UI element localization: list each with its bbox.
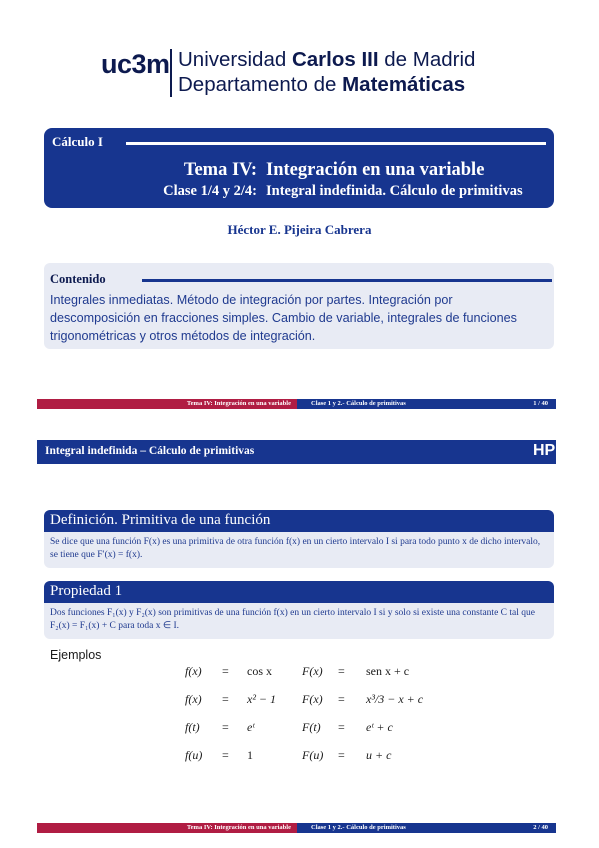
- contenido-body: Integrales inmediatas. Método de integración por partes. Integración por descomposición en fracciones simples. Cambio de variable, integrales de funciones trigonométricas y otros métodos de integración.: [50, 293, 517, 343]
- author-name: Héctor E. Pijeira Cabrera: [227, 222, 372, 237]
- example-2-fx: x² − 1: [247, 692, 277, 706]
- property-block-body: [44, 603, 554, 639]
- footer-topic: Tema IV: Integración en una variable: [186, 400, 291, 407]
- example-2-f: f(x): [185, 692, 202, 706]
- footer-topic: Tema IV: Integración en una variable: [186, 824, 291, 831]
- example-4-Fx: u + c: [366, 748, 392, 762]
- logo-university-prefix: Universidad: [178, 48, 292, 71]
- footer-lesson: Clase 1 y 2.- Cálculo de primitivas: [311, 824, 406, 831]
- example-3-equals2: =: [338, 720, 345, 734]
- uc3m-logo: uc3m: [101, 49, 170, 79]
- example-2-equals2: =: [338, 692, 345, 706]
- course-name: Cálculo I: [52, 134, 103, 149]
- footer-lesson: Clase 1 y 2.- Cálculo de primitivas: [311, 400, 406, 407]
- example-1-equals: =: [222, 664, 229, 678]
- example-4-equals: =: [222, 748, 229, 762]
- example-3-Fx: eᵗ + c: [366, 720, 393, 734]
- example-2-F: F(x): [302, 692, 323, 706]
- definition-text: Se dice que una función F(x) es una primitiva de otra función f(x) en un cierto intervalo I si para todo punto x de dicho intervalo, se tiene que F′(x) = f(x).: [50, 537, 541, 560]
- course-rule: [126, 142, 546, 145]
- property-title: Propiedad 1: [50, 583, 123, 599]
- clase-label: Clase 1/4 y 2/4:: [163, 183, 257, 199]
- slide2-header: [37, 440, 556, 464]
- example-4-f: f(u): [185, 748, 203, 762]
- title-block: [44, 128, 554, 208]
- property-block-header: [44, 581, 554, 603]
- tema-title: Integración en una variable: [266, 160, 485, 180]
- logo-department-prefix: Departamento de: [178, 73, 343, 96]
- example-3-fx: eᵗ: [247, 720, 255, 734]
- example-2-equals: =: [222, 692, 229, 706]
- definition-block-body: [44, 532, 554, 568]
- logo-university-name: [178, 49, 475, 71]
- example-3-F: F(t): [302, 720, 321, 734]
- tema-label: Tema IV:: [183, 160, 257, 180]
- example-1-equals2: =: [338, 664, 345, 678]
- example-4-equals2: =: [338, 748, 345, 762]
- definition-title: Definición. Primitiva de una función: [50, 512, 271, 528]
- logo-university-bold: Carlos III: [291, 48, 379, 71]
- example-3-equals: =: [222, 720, 229, 734]
- logo-university-suffix: de Madrid: [378, 48, 476, 71]
- example-1-f: f(x): [185, 664, 202, 678]
- property-text: Dos funciones F₁(x) y F₂(x) son primitivas de una función f(x) en un cierto intervalo I si y solo si existe una constante C tal que F₂(x) = F₁(x) + C para toda x ∈ I.: [50, 608, 535, 631]
- definition-block-header: [44, 510, 554, 532]
- slide2-footer: [37, 823, 556, 833]
- example-3-f: f(t): [185, 720, 200, 734]
- contenido-rule: [142, 279, 552, 282]
- logo-department-bold: Matemáticas: [342, 73, 466, 96]
- example-2-Fx: x³/3 − x + c: [366, 692, 424, 706]
- footer-page-number: 1 / 40: [533, 400, 548, 407]
- example-1-fx: cos x: [247, 664, 272, 678]
- contenido-title: Contenido: [50, 272, 106, 286]
- examples-title: Ejemplos: [50, 648, 102, 662]
- logo-department-name: [178, 74, 465, 96]
- example-1-Fx: sen x + c: [366, 664, 410, 678]
- hp-logo: HP: [533, 442, 556, 459]
- logo-separator: [170, 49, 172, 97]
- clase-title: Integral indefinida. Cálculo de primitivas: [266, 183, 523, 199]
- example-4-fx: 1: [247, 748, 253, 762]
- footer-page-number: 2 / 40: [533, 824, 548, 831]
- contenido-block: [44, 263, 554, 349]
- example-1-F: F(x): [302, 664, 323, 678]
- slide1-footer: [37, 399, 556, 409]
- slide2-header-title: Integral indefinida – Cálculo de primitivas: [45, 445, 255, 457]
- example-4-F: F(u): [302, 748, 324, 762]
